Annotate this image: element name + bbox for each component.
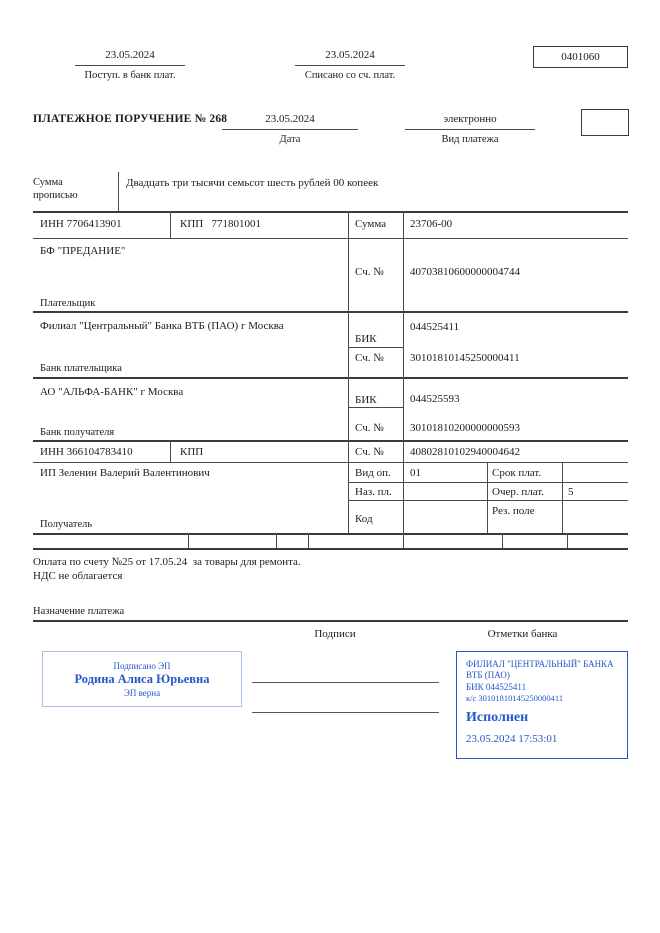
table-line (170, 440, 171, 462)
document-title: ПЛАТЕЖНОЕ ПОРУЧЕНИЕ № 268 (33, 113, 228, 125)
payee-section-label: Получатель (40, 519, 93, 530)
payee-name: ИП Зеленин Валерий Валентинович (40, 467, 210, 479)
table-line (348, 482, 628, 483)
esignature-signer-name: Родина Алиса Юрьевна (74, 671, 210, 686)
table-line (170, 211, 171, 238)
payer-bank-name: Филиал "Центральный" Банка ВТБ (ПАО) г Москва (40, 320, 284, 332)
purpose-text-line2: НДС не облагается (33, 570, 123, 582)
bank-marks-header: Отметки банка (487, 628, 558, 640)
table-line (348, 500, 628, 501)
operation-type-value: 01 (410, 467, 421, 479)
table-line (33, 211, 628, 213)
payer-bank-bik: 044525411 (410, 321, 460, 333)
payer-bank-account-label: Сч. № (355, 352, 384, 364)
table-line (502, 533, 503, 548)
table-line (348, 211, 349, 533)
purpose-underline (33, 620, 628, 622)
payment-priority-label: Очер. плат. (492, 486, 545, 498)
table-line (487, 462, 488, 533)
payment-kind-underline (405, 129, 535, 130)
payment-purpose-code-label: Наз. пл. (355, 486, 392, 498)
purpose-text-line1: Оплата по счету №25 от 17.05.24 за товары для ремонта. (33, 556, 301, 568)
signature-line-1 (252, 682, 439, 683)
payer-section-label: Плательщик (40, 298, 96, 309)
table-line (276, 533, 277, 548)
stamp-bank-name: ФИЛИАЛ "ЦЕНТРАЛЬНЫЙ" БАНКА ВТБ (ПАО) (466, 659, 614, 680)
table-line (403, 211, 404, 548)
table-line (33, 533, 628, 535)
received-in-bank-date: 23.05.2024 (105, 49, 155, 61)
table-line (33, 311, 628, 313)
esignature-stamp (42, 651, 242, 707)
bank-execution-stamp (456, 651, 628, 759)
payment-kind-value: электронно (443, 113, 497, 125)
stamp-datetime: 23.05.2024 17:53:01 (466, 733, 558, 745)
reserve-checkbox (581, 109, 629, 136)
payer-kpp: КПП 771801001 (180, 218, 261, 230)
payer-bank-account: 30101810145250000411 (410, 352, 520, 364)
table-line (308, 533, 309, 548)
payee-bank-bik-label: БИК (355, 394, 377, 406)
purpose-section-label: Назначение платежа (33, 606, 125, 617)
table-line (33, 548, 628, 550)
payer-account: 40703810600000004744 (410, 266, 520, 278)
form-code: 0401060 (561, 51, 600, 63)
payer-account-label: Сч. № (355, 266, 384, 278)
table-line (33, 440, 628, 442)
debited-date-underline (295, 65, 405, 66)
esignature-signed-label: Подписано ЭП (113, 660, 171, 671)
table-line (562, 462, 563, 533)
payee-bank-account: 30101810200000000593 (410, 422, 520, 434)
debited-from-account-label: Списано со сч. плат. (304, 70, 396, 81)
received-in-bank-label: Поступ. в банк плат. (84, 70, 176, 81)
payment-kind-label: Вид платежа (441, 134, 499, 145)
payee-inn: ИНН 366104783410 (40, 446, 133, 458)
table-line (188, 533, 189, 548)
payer-inn: ИНН 7706413901 (40, 218, 122, 230)
payee-bank-bik: 044525593 (410, 393, 460, 405)
amount-in-words-label: Сумма прописью (33, 177, 78, 201)
payee-account-label: Сч. № (355, 446, 384, 458)
payer-name: БФ "ПРЕДАНИЕ" (40, 245, 126, 257)
code-label: Код (355, 513, 373, 525)
payment-priority-value: 5 (568, 486, 574, 498)
payee-bank-account-label: Сч. № (355, 422, 384, 434)
amount-label: Сумма (355, 218, 387, 230)
operation-type-label: Вид оп. (355, 467, 391, 479)
stamp-status: Исполнен (466, 710, 529, 725)
table-line (567, 533, 568, 548)
payee-account: 40802810102940004642 (410, 446, 520, 458)
signature-line-2 (252, 712, 439, 713)
form-code-box (533, 46, 628, 68)
payee-bank-section-label: Банк получателя (40, 427, 115, 438)
debited-from-account-date: 23.05.2024 (325, 49, 375, 61)
table-line (33, 238, 628, 239)
stamp-bik: БИК 044525411 (466, 682, 527, 692)
document-date: 23.05.2024 (265, 113, 315, 125)
table-line (348, 407, 403, 408)
table-line (33, 377, 628, 379)
table-line (33, 462, 628, 463)
amount-value: 23706-00 (410, 218, 453, 230)
payee-kpp: КПП (180, 446, 204, 458)
amount-in-words: Двадцать три тысячи семьсот шесть рублей 00 копеек (126, 177, 379, 189)
stamp-corr-account: к/с 30101810145250000411 (466, 693, 564, 703)
payer-bank-bik-label: БИК (355, 333, 377, 345)
esignature-valid-label: ЭП верна (123, 687, 161, 698)
payee-bank-name: АО "АЛЬФА-БАНК" г Москва (40, 386, 184, 398)
document-date-label: Дата (279, 134, 301, 145)
received-date-underline (75, 65, 185, 66)
table-line (348, 347, 403, 348)
payment-term-label: Срок плат. (492, 467, 542, 479)
signatures-header: Подписи (314, 628, 356, 640)
document-date-underline (222, 129, 358, 130)
amount-words-divider (118, 172, 119, 211)
payer-bank-section-label: Банк плательщика (40, 363, 122, 374)
reserve-field-label: Рез. поле (492, 505, 535, 517)
